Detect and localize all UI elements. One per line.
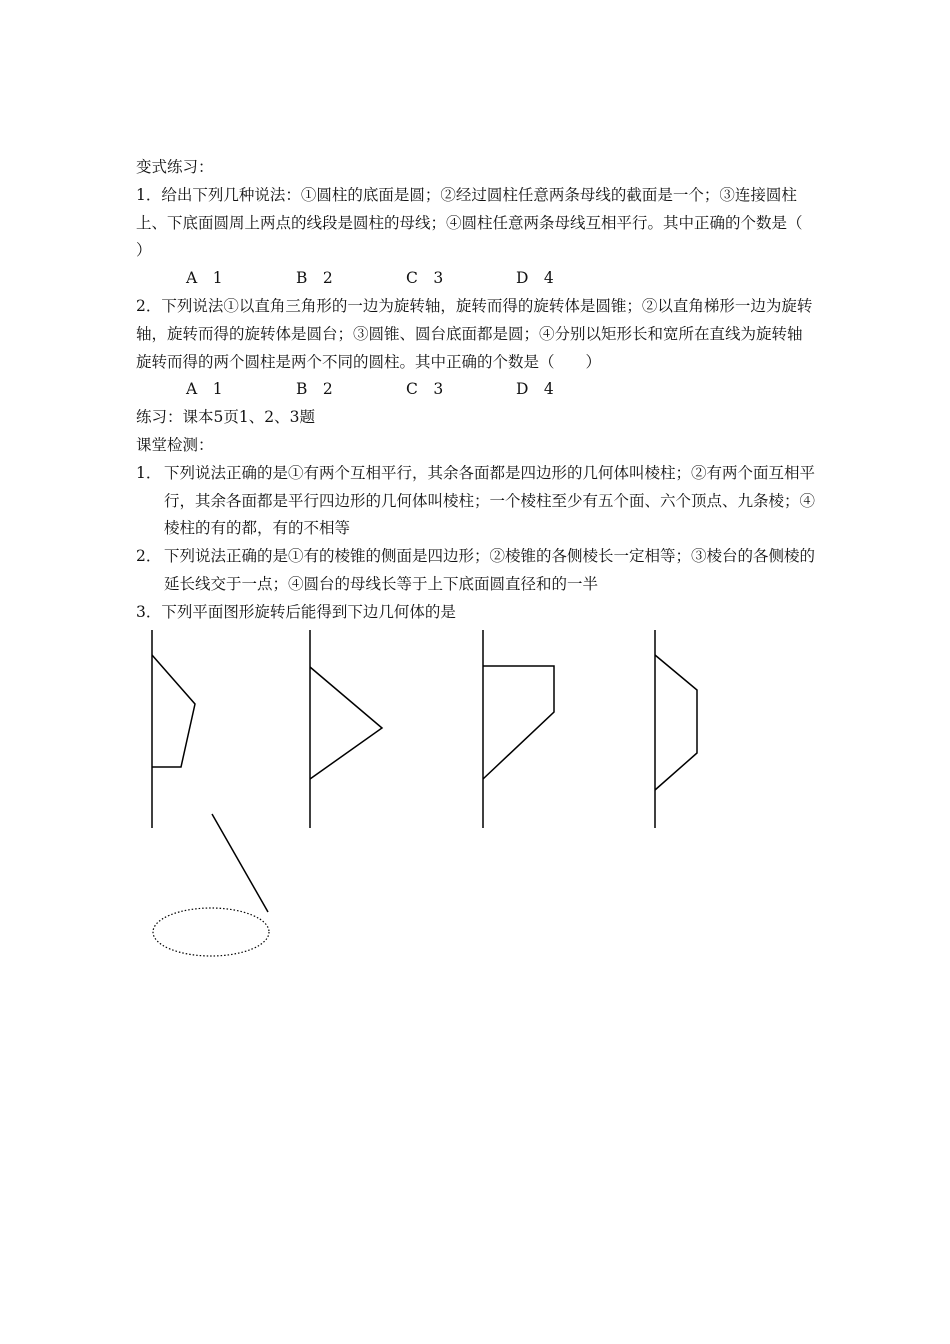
figure-a-shape	[152, 655, 195, 767]
q2-option-d: D 4	[516, 380, 554, 399]
figure-d-shape	[655, 655, 697, 790]
q1-option-d: D 4	[516, 269, 554, 288]
figure-b-shape	[310, 667, 382, 779]
check-item-2-number: 2．	[136, 547, 162, 566]
section-title-check: 课堂检测：	[136, 435, 214, 454]
q1-option-b: B 2	[296, 269, 333, 288]
practice-line: 练习：课本5页1、2、3题	[136, 408, 315, 427]
section-title-variant: 变式练习：	[136, 158, 214, 176]
question-1-number: 1．	[136, 185, 162, 204]
check-item-2-text: 下列说法正确的是①有的棱锥的侧面是四边形；②棱锥的各侧棱长一定相等；③棱台的各侧棱的延长线交于一点；④圆台的母线长等于上下底面圆直径和的一半	[164, 547, 816, 593]
question-3: 3．下列平面图形旋转后能得到下边几何体的是	[136, 602, 456, 621]
question-2-number: 2．	[136, 296, 162, 315]
check-item-1-text: 下列说法正确的是①有两个互相平行，其余各面都是四边形的几何体叫棱柱；②有两个面互相平行，其余各面都是平行四边形的几何体叫棱柱；一个棱柱至少有五个面、六个顶点、九条棱；④棱柱的有的都，有的不相等	[164, 463, 816, 538]
q2-option-c: C 3	[406, 380, 444, 399]
figure-c	[483, 630, 554, 828]
question-1-text: 给出下列几种说法：①圆柱的底面是圆；②经过圆柱任意两条母线的截面是一个；③连接圆柱上、下底面圆周上两点的线段是圆柱的母线；④圆柱任意两条母线互相平行。其中正确的个数是（ ）	[136, 185, 834, 260]
q2-option-b: B 2	[296, 380, 333, 399]
question-2-text: 下列说法①以直角三角形的一边为旋转轴，旋转而得的旋转体是圆锥；②以直角梯形一边为旋转轴，旋转而得的旋转体是圆台；③圆锥、圆台底面都是圆；④分别以矩形长和宽所在直线为旋转轴旋转而得的两个圆柱是两个不同的圆柱。其中正确的个数是（ ）	[136, 296, 813, 371]
check-item-1-number: 1．	[136, 463, 162, 482]
figure-a	[152, 630, 195, 828]
solid-generatrix-line	[212, 814, 268, 912]
figure-c-shape	[483, 666, 554, 779]
solid-figure	[153, 814, 269, 956]
solid-base-ellipse	[153, 908, 269, 956]
q1-option-a: A 1	[186, 269, 223, 288]
q2-option-a: A 1	[186, 380, 223, 399]
figure-b	[310, 630, 382, 828]
q1-option-c: C 3	[406, 269, 444, 288]
figure-d	[655, 630, 697, 828]
